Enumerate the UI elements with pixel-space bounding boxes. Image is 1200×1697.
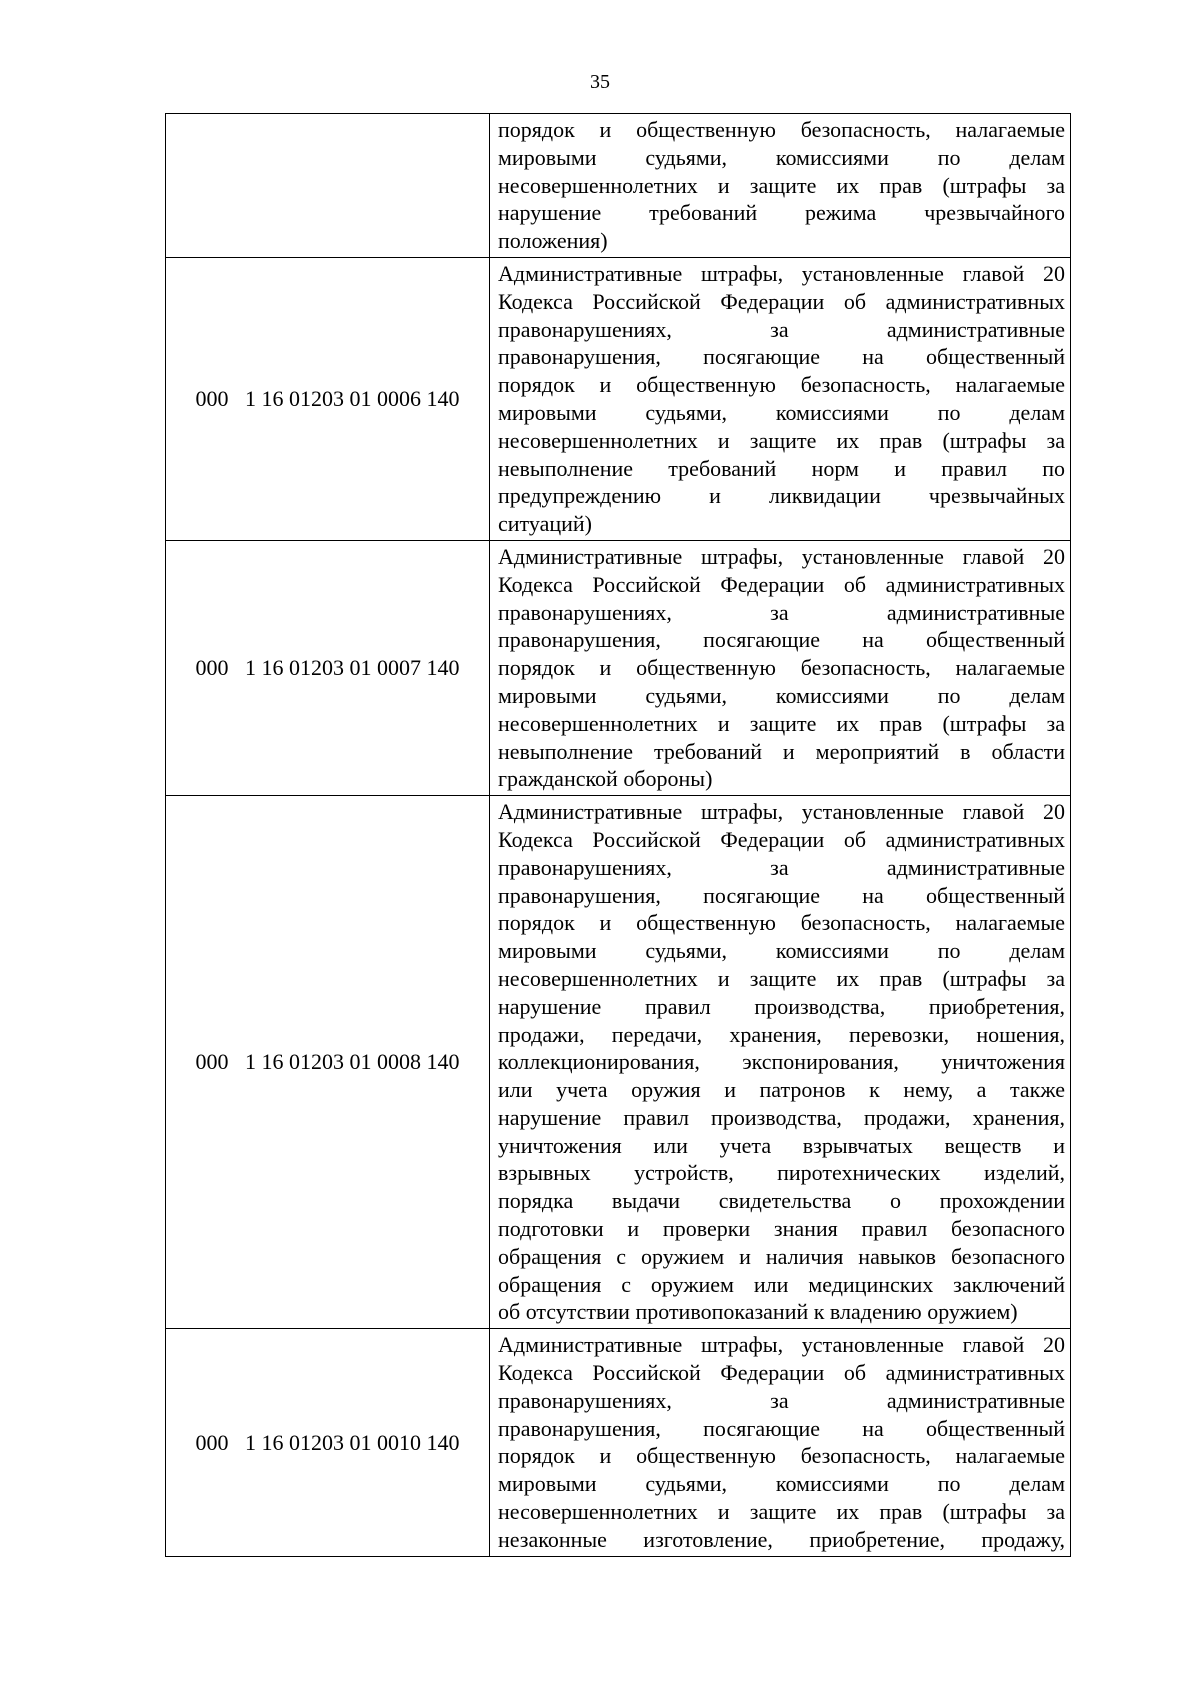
- page-number: 35: [590, 71, 610, 93]
- kbk-code-cell: 000 1 16 01203 01 0006 140: [166, 257, 490, 540]
- kbk-code-cell: 000 1 16 01203 01 0008 140: [166, 796, 490, 1329]
- description-line: правонарушения, посягающие на общественный: [498, 1415, 1065, 1441]
- kbk-code-cell: 000 1 16 01203 01 0007 140: [166, 540, 490, 795]
- description-line: Кодекса Российской Федерации об административных: [498, 826, 1065, 852]
- description-line: невыполнение требований норм и правил по: [498, 455, 1065, 481]
- table-row: [166, 540, 1071, 795]
- description-cell: [490, 796, 1071, 1329]
- description-line: мировыми судьями, комиссиями по делам: [498, 144, 1065, 170]
- description-line: невыполнение требований и мероприятий в области: [498, 738, 1065, 764]
- table-body: [166, 114, 1071, 1557]
- description-line: Административные штрафы, установленные главой 20: [498, 260, 1065, 286]
- description-line: несовершеннолетних и защите их прав (штрафы за: [498, 1499, 1065, 1525]
- description-line: об отсутствии противопоказаний к владению оружием): [498, 1299, 1018, 1325]
- description-line: гражданской обороны): [498, 766, 713, 792]
- description-line: правонарушениях, за административные: [498, 599, 1065, 625]
- description-line: порядок и общественную безопасность, налагаемые: [498, 372, 1065, 398]
- description-line: взрывных устройств, пиротехнических изделий,: [498, 1160, 1065, 1186]
- description-line: порядок и общественную безопасность, налагаемые: [498, 1443, 1065, 1469]
- description-line: нарушение правил производства, приобретения,: [498, 993, 1065, 1019]
- table-row: [166, 796, 1071, 1329]
- table-row: [166, 1329, 1071, 1556]
- kbk-code-cell: 000 1 16 01203 01 0010 140: [166, 1329, 490, 1556]
- description-line: порядок и общественную безопасность, налагаемые: [498, 117, 1065, 142]
- description-cell: [490, 257, 1071, 540]
- description-line: Административные штрафы, установленные главой 20: [498, 799, 1065, 825]
- description-line: нарушение требований режима чрезвычайного: [498, 200, 1065, 226]
- description-line: коллекционирования, экспонирования, уничтожения: [498, 1049, 1065, 1075]
- table-row: [166, 257, 1071, 540]
- description-line: ситуаций): [498, 511, 592, 537]
- description-line: положения): [498, 228, 608, 254]
- kbk-code-cell: [166, 114, 490, 258]
- description-line: правонарушения, посягающие на общественный: [498, 344, 1065, 370]
- description-cell: [490, 540, 1071, 795]
- description-line: порядка выдачи свидетельства о прохождении: [498, 1188, 1065, 1214]
- description-line: порядок и общественную безопасность, налагаемые: [498, 910, 1065, 936]
- description-cell: [490, 114, 1071, 258]
- description-line: Административные штрафы, установленные главой 20: [498, 1332, 1065, 1358]
- description-line: подготовки и проверки знания правил безопасного: [498, 1216, 1065, 1242]
- description-line: мировыми судьями, комиссиями по делам: [498, 938, 1065, 964]
- budget-classification-table: [165, 113, 1071, 1557]
- description-line: Административные штрафы, установленные главой 20: [498, 543, 1065, 569]
- description-line: предупреждению и ликвидации чрезвычайных: [498, 483, 1065, 509]
- description-line: несовершеннолетних и защите их прав (штрафы за: [498, 710, 1065, 736]
- description-line: или учета оружия и патронов к нему, а также: [498, 1077, 1065, 1103]
- description-line: продажи, передачи, хранения, перевозки, ношения,: [498, 1021, 1065, 1047]
- description-line: обращения с оружием и наличия навыков безопасного: [498, 1243, 1065, 1269]
- description-line: правонарушения, посягающие на общественный: [498, 882, 1065, 908]
- description-line: несовершеннолетних и защите их прав (штрафы за: [498, 965, 1065, 991]
- description-line: мировыми судьями, комиссиями по делам: [498, 1471, 1065, 1497]
- description-line: Кодекса Российской Федерации об административных: [498, 571, 1065, 597]
- description-line: нарушение правил производства, продажи, хранения,: [498, 1104, 1065, 1130]
- description-line: правонарушения, посягающие на общественный: [498, 627, 1065, 653]
- description-line: правонарушениях, за административные: [498, 316, 1065, 342]
- description-line: мировыми судьями, комиссиями по делам: [498, 682, 1065, 708]
- description-line: уничтожения или учета взрывчатых веществ и: [498, 1132, 1065, 1158]
- description-line: порядок и общественную безопасность, налагаемые: [498, 655, 1065, 681]
- description-line: Кодекса Российской Федерации об административных: [498, 288, 1065, 314]
- description-line: Кодекса Российской Федерации об административных: [498, 1360, 1065, 1386]
- description-cell: [490, 1329, 1071, 1556]
- table-row: [166, 114, 1071, 258]
- description-line: правонарушениях, за административные: [498, 1387, 1065, 1413]
- description-line: обращения с оружием или медицинских заключений: [498, 1271, 1065, 1297]
- description-line: несовершеннолетних и защите их прав (штрафы за: [498, 427, 1065, 453]
- description-line: мировыми судьями, комиссиями по делам: [498, 399, 1065, 425]
- description-line: правонарушениях, за административные: [498, 854, 1065, 880]
- description-line: несовершеннолетних и защите их прав (штрафы за: [498, 172, 1065, 198]
- description-line: незаконные изготовление, приобретение, продажу,: [498, 1526, 1065, 1552]
